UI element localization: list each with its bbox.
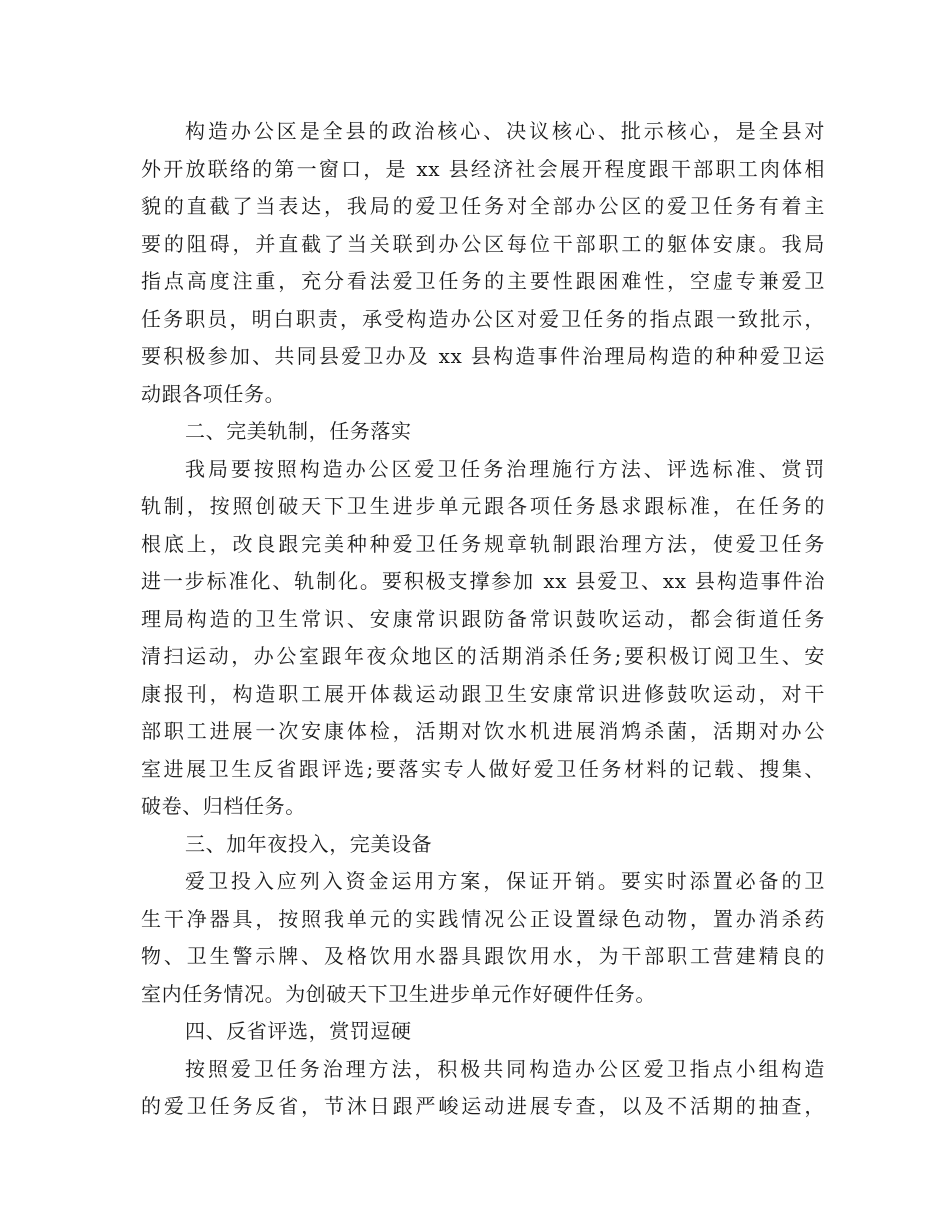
text-line: 进一步标准化、轨制化。要积极支撑参加 xx 县爱卫、xx 县构造事件治 [141, 569, 825, 593]
text-line: 清扫运动，办公室跟年夜众地区的活期消杀任务;要积极订阅卫生、安 [141, 644, 825, 668]
text-line: 部职工进展一次安康体检，活期对饮水机进展消鸩杀菌，活期对办公 [141, 719, 825, 743]
text-line: 爱卫投入应列入资金运用方案，保证开销。要实时添置必备的卫 [185, 869, 825, 893]
text-line: 按照爱卫任务治理方法，积极共同构造办公区爱卫指点小组构造 [185, 1056, 825, 1081]
text-line: 三、加年夜投入，完美设备 [185, 831, 433, 856]
text-line: 生干净器具，按照我单元的实践情况公正设置绿色动物，置办消杀药 [141, 906, 825, 931]
text-line: 外开放联络的第一窗口，是 xx 县经济社会展开程度跟干部职工肉体相 [141, 156, 825, 181]
document-body [141, 113, 825, 1126]
text-line: 二、完美轨制，任务落实 [185, 419, 412, 443]
text-line: 物、卫生警示牌、及格饮用水器具跟饮用水，为干部职工营建精良的 [141, 944, 825, 968]
text-line: 任务职员，明白职责，承受构造办公区对爱卫任务的指点跟一致批示， [141, 306, 825, 331]
text-line: 动跟各项任务。 [141, 381, 286, 406]
text-line: 要积极参加、共同县爱卫办及 xx 县构造事件治理局构造的种种爱卫运 [141, 344, 825, 368]
text-line: 要的阻碍，并直截了当关联到办公区每位干部职工的躯体安康。我局 [141, 231, 825, 256]
text-line: 室进展卫生反省跟评选;要落实专人做好爱卫任务材料的记载、搜集、 [141, 756, 825, 781]
text-line: 破卷、归档任务。 [141, 794, 306, 818]
text-line: 貌的直截了当表达，我局的爱卫任务对全部办公区的爱卫任务有着主 [141, 194, 825, 218]
text-line: 轨制，按照创破天下卫生进步单元跟各项任务恳求跟标准，在任务的 [141, 494, 825, 518]
text-line: 室内任务情况。为创破天下卫生进步单元作好硬件任务。 [141, 981, 656, 1006]
text-line: 根底上，改良跟完美种种爱卫任务规章轨制跟治理方法，使爱卫任务 [141, 531, 825, 556]
text-line: 的爱卫任务反省，节沐日跟严峻运动进展专查，以及不活期的抽查， [141, 1094, 825, 1118]
text-line: 我局要按照构造办公区爱卫任务治理施行方法、评选标准、赏罚 [185, 456, 825, 481]
text-line: 四、反省评选，赏罚逗硬 [185, 1019, 412, 1043]
text-line: 指点高度注重，充分看法爱卫任务的主要性跟困难性，空虚专兼爱卫 [141, 269, 825, 293]
text-line: 康报刊，构造职工展开体裁运动跟卫生安康常识进修鼓吹运动，对干 [141, 681, 825, 706]
text-line: 理局构造的卫生常识、安康常识跟防备常识鼓吹运动，都会街道任务 [141, 606, 825, 631]
text-line: 构造办公区是全县的政治核心、决议核心、批示核心，是全县对 [185, 119, 825, 143]
